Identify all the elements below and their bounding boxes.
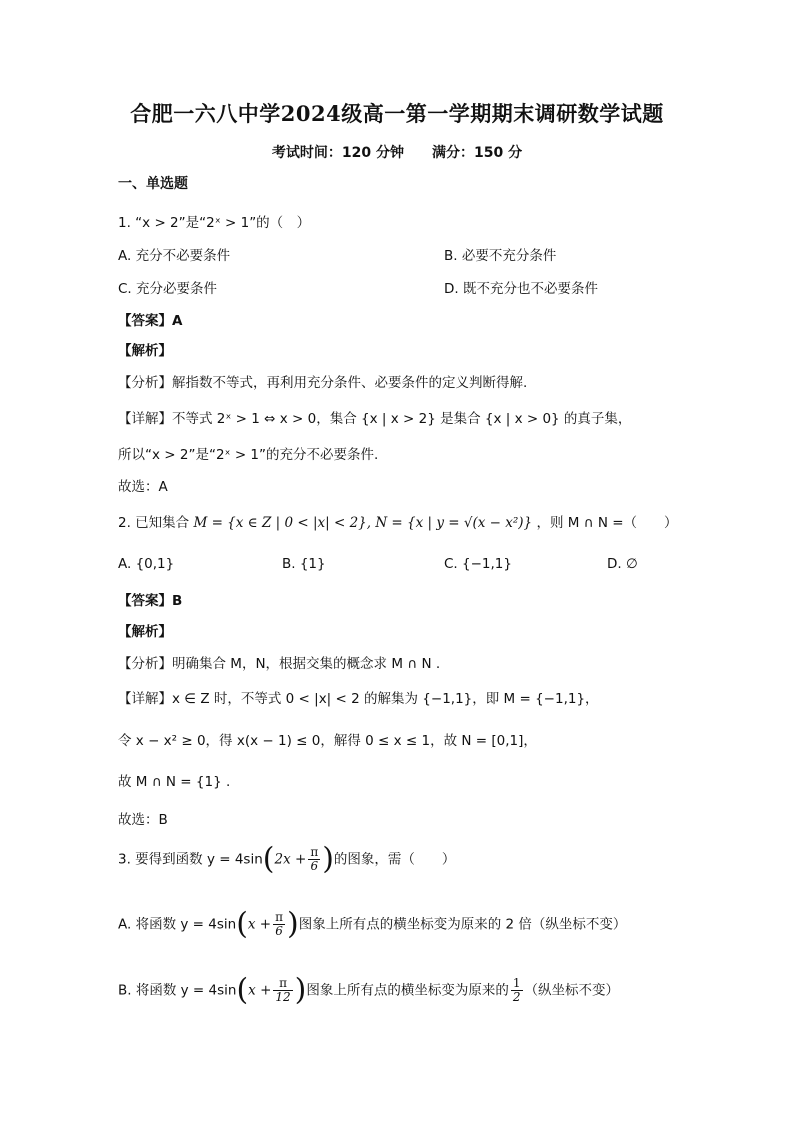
fraction-numerator: π xyxy=(273,977,292,991)
right-paren: ) xyxy=(322,841,334,877)
q1-analysis-heading: 【解析】 xyxy=(118,343,172,359)
q2-answer: 【答案】B xyxy=(118,593,183,609)
right-paren: ) xyxy=(287,906,299,942)
q2-stem xyxy=(118,513,678,533)
right-paren: ) xyxy=(294,972,307,1008)
fraction-numerator: π xyxy=(310,845,319,859)
q3-option-b-fraction xyxy=(273,977,292,1004)
q3-option-b xyxy=(118,972,620,1008)
page-title: 合肥一六八中学2024级高一第一学期期末调研数学试题 xyxy=(130,101,664,126)
q2-detail-2: 令 x − x² ≥ 0，得 x(x − 1) ≤ 0，解得 0 ≤ x ≤ 1，故 N = [0,1]， xyxy=(118,733,537,749)
left-paren: ( xyxy=(236,972,249,1008)
q3-option-a-suffix: 图象上所有点的横坐标变为原来的 2 倍（纵坐标不变） xyxy=(298,916,627,933)
q1-detail-1: 【详解】不等式 2ˣ > 1 ⇔ x > 0，集合 {x | x > 2} 是集合 {x | x > 0} 的真子集， xyxy=(118,411,632,427)
section-heading: 一、单选题 xyxy=(118,176,188,192)
left-paren: ( xyxy=(262,841,275,877)
q3-stem xyxy=(118,841,456,877)
q2-fenxi: 【分析】明确集合 M，N，根据交集的概念求 M ∩ N . xyxy=(118,656,441,672)
q3-option-b-inner: x + xyxy=(248,982,272,999)
q2-choose: 故选：B xyxy=(118,812,168,828)
q3-option-b-suffix: （纵坐标不变） xyxy=(524,982,620,999)
q1-choose: 故选：A xyxy=(118,479,168,495)
q2-stem-prefix: 2. 已知集合 xyxy=(118,515,190,531)
q1-stem: 1. “x > 2”是“2ˣ > 1”的（ ） xyxy=(118,215,311,231)
q3-option-b-prefix: B. 将函数 y = 4sin xyxy=(118,982,237,999)
q2-option-c: C. {−1,1} xyxy=(444,556,512,572)
q3-option-a xyxy=(118,906,627,942)
q2-detail-3: 故 M ∩ N = {1} . xyxy=(118,774,231,790)
q1-option-d: D. 既不充分也不必要条件 xyxy=(444,281,598,297)
left-paren: ( xyxy=(236,906,248,942)
q3-option-b-middle: 图象上所有点的横坐标变为原来的 xyxy=(306,982,509,999)
q1-answer: 【答案】A xyxy=(118,313,183,329)
q1-fenxi: 【分析】解指数不等式，再利用充分条件、必要条件的定义判断得解. xyxy=(118,375,528,391)
q3-stem-prefix: 3. 要得到函数 y = 4sin xyxy=(118,851,263,868)
q1-detail-2: 所以“x > 2”是“2ˣ > 1”的充分不必要条件. xyxy=(118,447,379,463)
fraction-numerator: π xyxy=(275,910,284,924)
q1-option-b: B. 必要不充分条件 xyxy=(444,248,557,264)
q2-detail-1: 【详解】x ∈ Z 时，不等式 0 < |x| < 2 的解集为 {−1,1}，即 M = {−1,1}， xyxy=(118,691,599,707)
q3-option-a-prefix: A. 将函数 y = 4sin xyxy=(118,916,237,933)
fraction-denominator: 6 xyxy=(275,924,283,938)
q2-stem-suffix: ，则 M ∩ N =（ ） xyxy=(536,515,678,531)
q3-stem-suffix: 的图象，需（ ） xyxy=(333,851,456,868)
q2-stem-sets: M = {x ∈ Z | 0 < |x| < 2}, N = {x | y = √(x − x²)} xyxy=(193,515,533,531)
q2-option-a: A. {0,1} xyxy=(118,556,175,572)
q1-option-a: A. 充分不必要条件 xyxy=(118,248,231,264)
q3-option-a-inner: x + xyxy=(247,916,272,933)
fraction-denominator: 2 xyxy=(512,990,521,1004)
fraction-denominator: 12 xyxy=(275,990,291,1004)
half-fraction xyxy=(511,977,523,1004)
q1-option-c: C. 充分必要条件 xyxy=(118,281,218,297)
q2-option-b: B. {1} xyxy=(282,556,326,572)
q2-analysis-heading: 【解析】 xyxy=(118,624,172,640)
q3-stem-inner: 2x + xyxy=(274,851,307,868)
q3-option-a-fraction xyxy=(273,911,285,938)
fraction-numerator: 1 xyxy=(512,976,521,990)
q2-option-d: D. ∅ xyxy=(607,556,638,572)
exam-info: 考试时间：120 分钟 满分：150 分 xyxy=(271,145,523,161)
q3-stem-fraction xyxy=(308,846,320,873)
fraction-denominator: 6 xyxy=(310,859,319,873)
